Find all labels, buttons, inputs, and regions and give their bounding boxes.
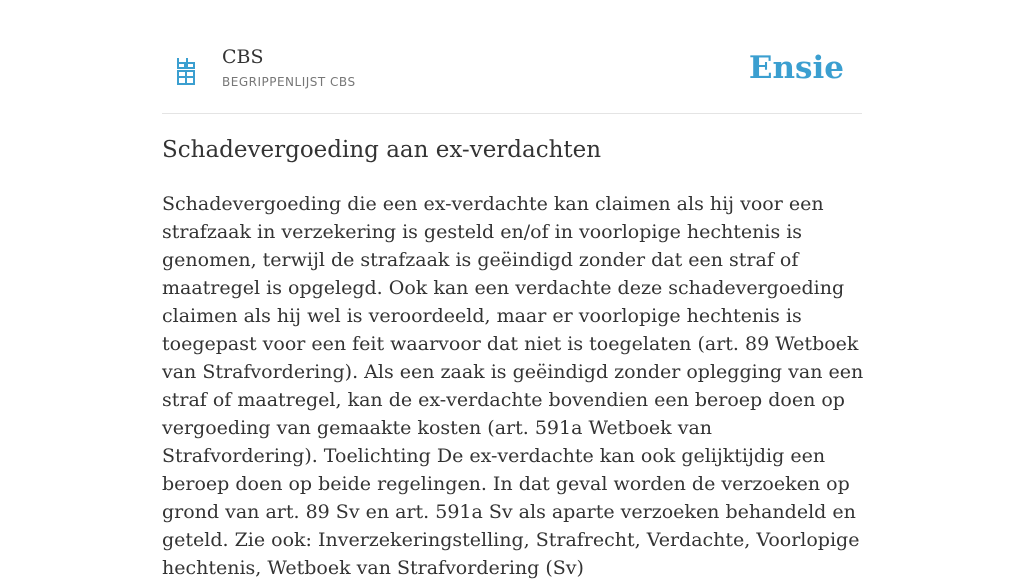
header: [162, 0, 862, 114]
cbs-logo-icon[interactable]: [176, 56, 196, 86]
org-subtitle[interactable]: BEGRIPPENLIJST CBS: [222, 75, 356, 89]
ensie-brand-logo[interactable]: Ensie: [748, 50, 844, 86]
definition-text: Schadevergoeding die een ex-verdachte kan claimen als hij voor een strafzaak in verzekering is gesteld en/of in voorlopige hechtenis is genomen, terwijl de strafzaak is geëindigd zonder dat een straf of maatregel is opgelegd. Ook kan een verdachte deze schadevergoeding claimen als hij wel is veroordeeld, maar er voorlopige hechtenis is toegepast voor een feit waarvoor dat niet is toegelaten (art. 89 Wetboek van Strafvordering). Als een zaak is geëindigd zonder oplegging van een straf of maatregel, kan de ex-verdachte bovendien een beroep doen op vergoeding van gemaakte kosten (art. 591a Wetboek van Strafvordering). Toelichting De ex-verdachte kan ook gelijktijdig een beroep doen op beide regelingen. In dat geval worden de verzoeken op grond van art. 89 Sv en art. 591a Sv als aparte verzoeken behandeld en geteld. Zie ook: Inverzekeringstelling, Strafrecht, Verdachte, Voorlopige hechtenis, Wetboek van Strafvordering (Sv): [162, 193, 864, 579]
page-title: Schadevergoeding aan ex-verdachten: [162, 137, 602, 163]
org-name[interactable]: CBS: [222, 46, 264, 68]
